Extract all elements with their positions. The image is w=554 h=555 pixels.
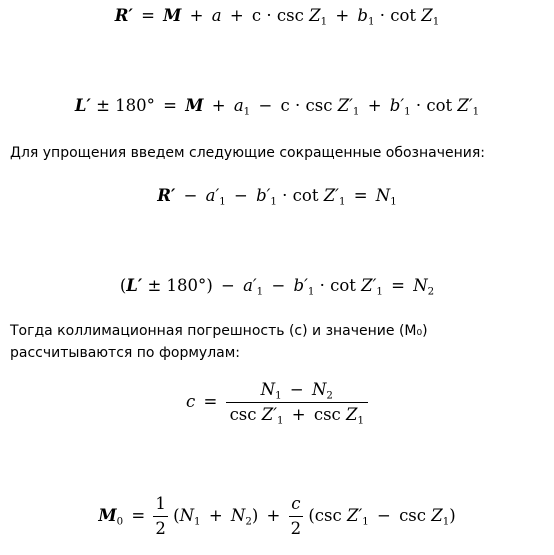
term: ± 180° bbox=[96, 96, 155, 115]
operator: = bbox=[131, 506, 146, 525]
symbol: Z bbox=[421, 6, 433, 25]
symbol: Z′ bbox=[361, 276, 377, 295]
symbol: R′ bbox=[157, 186, 176, 205]
subscript: 1 bbox=[367, 16, 375, 28]
symbol: M bbox=[163, 6, 182, 25]
subscript: 2 bbox=[427, 286, 435, 298]
symbol: c bbox=[185, 392, 196, 411]
operator: + bbox=[291, 404, 306, 424]
symbol: b′ bbox=[293, 276, 308, 295]
operator: − bbox=[234, 186, 248, 205]
term: · cot bbox=[282, 186, 319, 205]
symbol: L′ bbox=[74, 96, 91, 115]
operator: = bbox=[353, 186, 368, 205]
term: (csc bbox=[308, 506, 342, 525]
subscript: 1 bbox=[270, 196, 277, 208]
subscript: 1 bbox=[357, 415, 365, 427]
symbol: Z bbox=[309, 6, 321, 25]
term: ± 180° bbox=[147, 276, 207, 295]
symbol: Z′ bbox=[323, 186, 339, 205]
symbol: b′ bbox=[389, 96, 405, 115]
term: · cot bbox=[319, 276, 356, 295]
subscript: 1 bbox=[276, 415, 284, 427]
symbol: b′ bbox=[256, 186, 271, 205]
subscript: 1 bbox=[219, 196, 226, 208]
operator: = bbox=[141, 6, 155, 25]
bracket: ) bbox=[449, 506, 456, 525]
denominator: 2 bbox=[289, 516, 304, 538]
bracket: ) bbox=[251, 506, 259, 525]
subscript: 2 bbox=[245, 516, 252, 528]
symbol: R′ bbox=[114, 6, 133, 25]
subscript: 1 bbox=[472, 106, 480, 118]
operator: + bbox=[266, 506, 281, 525]
operator: − bbox=[376, 506, 391, 525]
symbol: a bbox=[233, 96, 244, 115]
term: · cot bbox=[415, 96, 453, 115]
bracket: ( bbox=[173, 506, 180, 525]
symbol: Z′ bbox=[457, 96, 473, 115]
fraction bbox=[226, 380, 368, 427]
subscript: 1 bbox=[442, 516, 450, 528]
symbol: N bbox=[230, 506, 246, 525]
numerator: 1 bbox=[155, 494, 166, 513]
symbol: L′ bbox=[126, 276, 143, 295]
operator: = bbox=[163, 96, 177, 115]
subscript: 1 bbox=[243, 106, 251, 118]
bracket: ) bbox=[206, 276, 213, 295]
subscript: 1 bbox=[352, 106, 360, 118]
symbol: M bbox=[98, 506, 117, 525]
term: csc bbox=[313, 404, 341, 424]
formula-c bbox=[0, 380, 554, 427]
denominator: 2 bbox=[153, 516, 168, 538]
term: csc bbox=[399, 506, 427, 525]
formula-r-prime bbox=[0, 6, 554, 28]
formula-n2 bbox=[0, 276, 554, 298]
operator: + bbox=[208, 506, 223, 525]
subscript: 2 bbox=[326, 390, 333, 402]
fraction-c-half bbox=[289, 496, 304, 537]
operator: + bbox=[367, 96, 382, 115]
operator: + bbox=[211, 96, 226, 115]
subscript: 1 bbox=[390, 196, 397, 208]
formula-l-prime bbox=[0, 96, 554, 118]
subscript: 0 bbox=[116, 516, 124, 528]
intro-paragraph: Для упрощения введем следующие сокращенные обозначения: bbox=[10, 145, 485, 161]
symbol: b bbox=[357, 6, 368, 25]
operator: − bbox=[258, 96, 273, 115]
formula-m0 bbox=[0, 496, 554, 537]
subscript: 1 bbox=[194, 516, 201, 528]
subscript: 1 bbox=[275, 390, 282, 402]
symbol: Z′ bbox=[261, 404, 277, 424]
symbol: a′ bbox=[243, 276, 257, 295]
numerator: c bbox=[291, 494, 301, 513]
symbol: Z bbox=[346, 404, 358, 424]
subscript: 1 bbox=[256, 286, 264, 298]
symbol: Z′ bbox=[337, 96, 353, 115]
symbol: N bbox=[260, 380, 276, 399]
bracket: ( bbox=[119, 276, 127, 295]
symbol: N bbox=[179, 506, 195, 525]
fraction-one-half bbox=[153, 496, 168, 537]
formulas-paragraph: Тогда коллимационная погрешность (c) и значение (M₀) рассчитываются по формулам: bbox=[10, 323, 428, 361]
operator: = bbox=[203, 392, 218, 411]
subscript: 1 bbox=[432, 16, 440, 28]
symbol: Z′ bbox=[347, 506, 363, 525]
term: csc bbox=[229, 404, 257, 424]
subscript: 1 bbox=[404, 106, 411, 118]
operator: + bbox=[189, 6, 204, 25]
term: · cot bbox=[379, 6, 417, 25]
symbol: M bbox=[185, 96, 204, 115]
symbol: a′ bbox=[205, 186, 220, 205]
term: c · csc bbox=[251, 6, 304, 25]
subscript: 1 bbox=[307, 286, 315, 298]
operator: − bbox=[221, 276, 235, 295]
subscript: 1 bbox=[338, 196, 346, 208]
operator: + bbox=[335, 6, 350, 25]
operator: − bbox=[271, 276, 286, 295]
symbol: Z bbox=[431, 506, 443, 525]
symbol: N bbox=[413, 276, 428, 295]
denominator bbox=[226, 402, 368, 427]
subscript: 1 bbox=[376, 286, 383, 298]
operator: = bbox=[391, 276, 405, 295]
formula-n1 bbox=[0, 186, 554, 208]
operator: + bbox=[229, 6, 244, 25]
subscript: 1 bbox=[320, 16, 328, 28]
symbol: N bbox=[375, 186, 391, 205]
numerator bbox=[257, 382, 337, 402]
symbol: a bbox=[211, 6, 222, 25]
operator: − bbox=[289, 380, 304, 399]
symbol: N bbox=[311, 380, 327, 399]
operator: − bbox=[183, 186, 198, 205]
term: c · csc bbox=[280, 96, 333, 115]
subscript: 1 bbox=[362, 516, 369, 528]
